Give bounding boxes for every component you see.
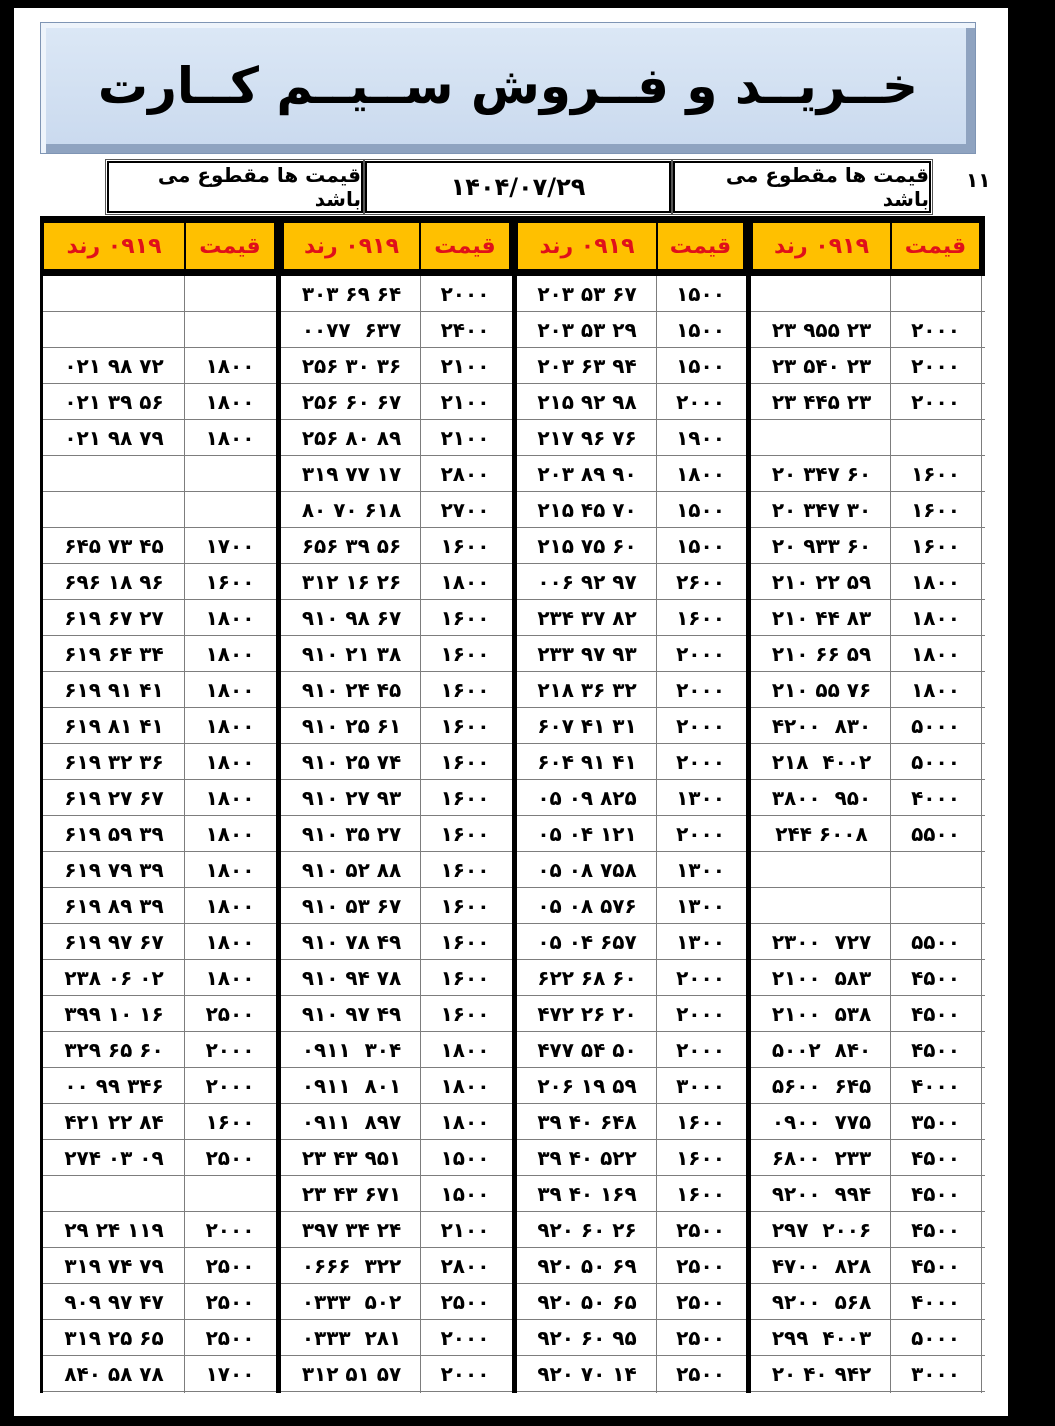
header-number: ۰۹۱۹ رند [753, 223, 890, 269]
number-cell: ۰۵ ۰۸ ۷۵۸ [537, 858, 637, 882]
cell-divider [420, 276, 421, 1393]
number-cell: ۲۱۰ ۲۲ ۵۹ [771, 570, 872, 594]
number-cell: ۲۱۰۰ ۵۳۸ [771, 1002, 872, 1026]
price-cell: ۱۸۰۰ [911, 642, 960, 666]
cell-divider [981, 276, 982, 1393]
number-cell: ۲۳ ۴۳ ۹۵۱ [301, 1146, 402, 1170]
price-cell: ۲۰۰۰ [676, 1002, 725, 1026]
number-cell: ۲۴۴ ۶۰۰۸ [775, 822, 868, 846]
price-note-right: قیمت ها مقطوع می باشد [673, 161, 931, 213]
price-cell: ۱۶۰۰ [440, 966, 490, 990]
number-cell: ۲۳ ۵۴۰ ۲۳ [771, 354, 872, 378]
number-cell: ۲۹ ۲۴ ۱۱۹ [64, 1218, 164, 1242]
number-cell: ۶۱۹ ۳۲ ۳۶ [64, 750, 164, 774]
price-cell [892, 852, 979, 888]
price-cell: ۳۵۰۰ [911, 1110, 960, 1134]
number-cell: ۴۷۰۰ ۸۲۸ [771, 1254, 872, 1278]
price-cell: ۱۸۰۰ [205, 390, 255, 414]
price-cell [186, 1176, 274, 1212]
price-cell: ۲۵۰۰ [676, 1218, 725, 1242]
number-cell: ۲۳ ۹۵۵ ۲۳ [771, 318, 872, 342]
number-cell: ۰۳۳۳ ۲۸۱ [301, 1326, 402, 1350]
price-cell: ۴۵۰۰ [911, 1254, 960, 1278]
price-cell: ۴۵۰۰ [911, 966, 960, 990]
price-cell: ۱۶۰۰ [911, 462, 960, 486]
price-cell: ۲۱۰۰ [440, 354, 490, 378]
number-cell [44, 456, 184, 492]
number-cell: ۲۱۸ ۳۶ ۳۲ [537, 678, 637, 702]
price-cell: ۱۳۰۰ [676, 858, 725, 882]
number-cell: ۴۲۰۰ ۸۳۰ [771, 714, 872, 738]
price-cell: ۲۵۰۰ [205, 1002, 255, 1026]
number-cell: ۶۱۹ ۸۹ ۳۹ [64, 894, 164, 918]
price-cell: ۱۶۰۰ [440, 534, 490, 558]
price-cell: ۲۵۰۰ [205, 1326, 255, 1350]
number-cell: ۲۱۵ ۷۵ ۶۰ [537, 534, 637, 558]
number-cell: ۶۱۹ ۵۹ ۳۹ [64, 822, 164, 846]
header-price: قیمت [186, 223, 274, 269]
price-cell: ۱۶۰۰ [911, 498, 960, 522]
number-cell: ۹۱۰ ۹۸ ۶۷ [301, 606, 402, 630]
number-cell: ۳۱۹ ۷۷ ۱۷ [301, 462, 402, 486]
number-cell: ۰۳۳۳ ۵۰۲ [301, 1290, 402, 1314]
page-title: خــریــد و فــروش ســیــم کــارت [97, 57, 919, 115]
number-cell: ۰۰۷۷ ۶۳۷ [301, 318, 402, 342]
price-cell: ۱۶۰۰ [440, 678, 490, 702]
number-cell: ۳۹۹ ۱۰ ۱۶ [64, 1002, 164, 1026]
price-cell: ۲۵۰۰ [676, 1326, 725, 1350]
number-cell: ۴۷۲ ۲۶ ۲۰ [537, 1002, 637, 1026]
price-cell: ۱۶۰۰ [440, 786, 490, 810]
number-cell [753, 888, 890, 924]
number-cell: ۹۱۰ ۵۳ ۶۷ [301, 894, 402, 918]
number-cell: ۲۰۳ ۶۳ ۹۴ [537, 354, 637, 378]
number-cell: ۲۳۸ ۰۶ ۰۲ [64, 966, 164, 990]
price-cell: ۱۸۰۰ [205, 678, 255, 702]
price-cell: ۱۸۰۰ [205, 750, 255, 774]
cell-divider [656, 276, 657, 1393]
number-cell: ۲۵۶ ۳۰ ۳۶ [301, 354, 402, 378]
number-cell: ۳۰۳ ۶۹ ۶۴ [301, 282, 402, 306]
price-cell: ۱۸۰۰ [440, 1074, 490, 1098]
number-cell: ۲۱۰ ۴۴ ۸۳ [771, 606, 872, 630]
price-cell: ۱۸۰۰ [205, 894, 255, 918]
price-cell: ۲۰۰۰ [911, 354, 960, 378]
price-cell: ۱۶۰۰ [440, 714, 490, 738]
price-cell: ۲۰۰۰ [676, 714, 725, 738]
number-cell: ۶۱۹ ۲۷ ۶۷ [64, 786, 164, 810]
number-cell: ۲۱۷ ۹۶ ۷۶ [537, 426, 637, 450]
number-cell [44, 492, 184, 528]
price-cell: ۴۵۰۰ [911, 1218, 960, 1242]
number-cell: ۶۵۶ ۳۹ ۵۶ [301, 534, 402, 558]
number-cell: ۲۳ ۴۴۵ ۲۳ [771, 390, 872, 414]
column-divider [276, 276, 281, 1393]
price-cell: ۲۵۰۰ [205, 1254, 255, 1278]
price-cell: ۱۷۰۰ [205, 534, 255, 558]
number-cell: ۹۲۰ ۶۰ ۲۶ [537, 1218, 637, 1242]
number-cell: ۶۰۷ ۴۱ ۳۱ [537, 714, 637, 738]
price-cell: ۴۵۰۰ [911, 1182, 960, 1206]
price-cell: ۵۰۰۰ [911, 750, 960, 774]
price-cell: ۲۰۰۰ [440, 1362, 490, 1386]
price-cell: ۲۱۰۰ [440, 390, 490, 414]
price-cell: ۴۰۰۰ [911, 1290, 960, 1314]
sim-card-price-table [40, 216, 985, 1393]
price-cell [892, 888, 979, 924]
number-cell: ۹۱۰ ۹۴ ۷۸ [301, 966, 402, 990]
price-cell: ۱۵۰۰ [676, 498, 725, 522]
number-cell: ۹۱۰ ۳۵ ۲۷ [301, 822, 402, 846]
number-cell: ۶۱۹ ۶۷ ۲۷ [64, 606, 164, 630]
price-cell: ۱۶۰۰ [440, 1002, 490, 1026]
number-cell: ۰۹۰۰ ۷۷۵ [771, 1110, 872, 1134]
number-cell: ۲۱۵ ۴۵ ۷۰ [537, 498, 637, 522]
price-cell: ۱۶۰۰ [676, 1182, 725, 1206]
number-cell: ۶۴۵ ۷۳ ۴۵ [64, 534, 164, 558]
price-cell: ۳۰۰۰ [911, 1362, 960, 1386]
number-cell: ۲۰ ۴۰ ۹۴۲ [771, 1362, 872, 1386]
price-cell: ۲۵۰۰ [205, 1290, 255, 1314]
price-cell: ۲۱۰۰ [440, 1218, 490, 1242]
number-cell: ۲۰۳ ۵۳ ۶۷ [537, 282, 637, 306]
list-date: ۱۴۰۴/۰۷/۲۹ [365, 161, 671, 213]
price-cell: ۵۰۰۰ [911, 714, 960, 738]
number-cell: ۹۲۰۰ ۵۶۸ [771, 1290, 872, 1314]
number-cell: ۹۱۰ ۵۲ ۸۸ [301, 858, 402, 882]
price-cell: ۱۵۰۰ [676, 282, 725, 306]
number-cell: ۹۲۰ ۵۰ ۶۹ [537, 1254, 637, 1278]
number-cell: ۶۰۴ ۹۱ ۴۱ [537, 750, 637, 774]
number-cell: ۳۹ ۴۰ ۶۴۸ [537, 1110, 637, 1134]
header-price: قیمت [892, 223, 979, 269]
price-cell: ۴۵۰۰ [911, 1146, 960, 1170]
number-cell: ۰۵ ۰۴ ۱۲۱ [537, 822, 637, 846]
price-cell: ۱۸۰۰ [440, 1038, 490, 1062]
price-cell: ۱۵۰۰ [676, 354, 725, 378]
header-price: قیمت [658, 223, 743, 269]
header-price: قیمت [421, 223, 509, 269]
price-cell: ۲۵۰۰ [205, 1146, 255, 1170]
price-cell: ۱۸۰۰ [911, 606, 960, 630]
number-cell [44, 1176, 184, 1212]
price-cell: ۲۰۰۰ [440, 282, 490, 306]
price-cell: ۵۵۰۰ [911, 822, 960, 846]
number-cell: ۲۳ ۴۳ ۶۷۱ [301, 1182, 402, 1206]
number-cell: ۰۰۶ ۹۲ ۹۷ [537, 570, 637, 594]
number-cell: ۲۰۳ ۸۹ ۹۰ [537, 462, 637, 486]
price-cell: ۱۵۰۰ [676, 318, 725, 342]
price-cell: ۲۰۰۰ [676, 822, 725, 846]
number-cell: ۲۰ ۹۳۳ ۶۰ [771, 534, 872, 558]
number-cell: ۹۰۹ ۹۷ ۴۷ [64, 1290, 164, 1314]
price-cell: ۱۸۰۰ [911, 678, 960, 702]
price-cell: ۲۸۰۰ [440, 1254, 490, 1278]
price-cell: ۱۶۰۰ [676, 1146, 725, 1170]
price-cell: ۲۰۰۰ [676, 678, 725, 702]
price-cell: ۲۰۰۰ [205, 1038, 255, 1062]
number-cell: ۳۲۹ ۶۵ ۶۰ [64, 1038, 164, 1062]
number-cell: ۹۱۰ ۲۱ ۳۸ [301, 642, 402, 666]
number-cell: ۹۱۰ ۹۷ ۴۹ [301, 1002, 402, 1026]
title-banner [40, 22, 976, 154]
header-number: ۰۹۱۹ رند [44, 223, 184, 269]
price-cell: ۱۵۰۰ [676, 534, 725, 558]
number-cell: ۶۲۲ ۶۸ ۶۰ [537, 966, 637, 990]
price-cell: ۱۶۰۰ [440, 642, 490, 666]
price-cell: ۱۸۰۰ [205, 426, 255, 450]
number-cell: ۸۰ ۷۰ ۶۱۸ [301, 498, 402, 522]
number-cell: ۰۹۱۱ ۳۰۴ [301, 1038, 402, 1062]
price-cell: ۲۰۰۰ [205, 1074, 255, 1098]
number-cell: ۳۹ ۴۰ ۱۶۹ [537, 1182, 637, 1206]
number-cell: ۳۹ ۴۰ ۵۲۲ [537, 1146, 637, 1170]
price-cell: ۵۰۰۰ [911, 1326, 960, 1350]
price-cell: ۱۶۰۰ [205, 570, 255, 594]
number-cell: ۸۴۰ ۵۸ ۷۸ [64, 1362, 164, 1386]
price-cell: ۴۵۰۰ [911, 1038, 960, 1062]
number-cell: ۲۱۰۰ ۵۸۳ [771, 966, 872, 990]
number-cell: ۳۱۲ ۵۱ ۵۷ [301, 1362, 402, 1386]
number-cell: ۰۲۱ ۳۹ ۵۶ [64, 390, 164, 414]
number-cell: ۲۹۹ ۴۰۰۳ [771, 1326, 872, 1350]
price-cell: ۲۰۰۰ [676, 750, 725, 774]
number-cell: ۹۱۰ ۲۵ ۶۱ [301, 714, 402, 738]
price-cell: ۱۶۰۰ [911, 534, 960, 558]
number-cell: ۲۰ ۳۴۷ ۶۰ [771, 462, 872, 486]
price-cell: ۱۶۰۰ [676, 606, 725, 630]
price-cell: ۱۳۰۰ [676, 894, 725, 918]
number-cell: ۰۶۶۶ ۳۲۲ [301, 1254, 402, 1278]
number-cell: ۶۱۹ ۹۱ ۴۱ [64, 678, 164, 702]
price-cell: ۲۶۰۰ [676, 570, 725, 594]
number-cell: ۶۸۰۰ ۲۳۳ [771, 1146, 872, 1170]
number-cell: ۲۵۶ ۶۰ ۶۷ [301, 390, 402, 414]
price-cell [186, 456, 274, 492]
price-cell: ۲۸۰۰ [440, 462, 490, 486]
price-cell: ۲۴۰۰ [440, 318, 490, 342]
number-cell: ۲۳۴ ۳۷ ۸۲ [537, 606, 637, 630]
price-cell: ۱۸۰۰ [205, 642, 255, 666]
price-note-left: قیمت ها مقطوع می باشد [107, 161, 363, 213]
number-cell: ۲۳۳ ۹۷ ۹۳ [537, 642, 637, 666]
number-cell: ۰۵ ۰۸ ۵۷۶ [537, 894, 637, 918]
column-divider [512, 276, 517, 1393]
number-cell: ۹۲۰ ۷۰ ۱۴ [537, 1362, 637, 1386]
price-cell: ۱۵۰۰ [440, 1146, 490, 1170]
number-cell: ۵۰۰۲ ۸۴۰ [771, 1038, 872, 1062]
price-cell: ۲۱۰۰ [440, 426, 490, 450]
page-number: ۱۱ [966, 168, 991, 192]
price-cell: ۲۰۰۰ [676, 1038, 725, 1062]
number-cell: ۳۸۰۰ ۹۵۰ [771, 786, 872, 810]
price-cell: ۱۸۰۰ [205, 858, 255, 882]
number-cell: ۲۰۶ ۱۹ ۵۹ [537, 1074, 637, 1098]
number-cell: ۶۱۹ ۹۷ ۶۷ [64, 930, 164, 954]
number-cell: ۰۲۱ ۹۸ ۷۹ [64, 426, 164, 450]
price-cell: ۱۸۰۰ [676, 462, 725, 486]
number-cell: ۲۰ ۳۴۷ ۳۰ [771, 498, 872, 522]
price-cell: ۱۸۰۰ [205, 930, 255, 954]
number-cell: ۳۹۷ ۳۴ ۲۴ [301, 1218, 402, 1242]
price-cell: ۱۸۰۰ [205, 714, 255, 738]
price-cell: ۱۶۰۰ [440, 894, 490, 918]
number-cell: ۹۲۰ ۵۰ ۶۵ [537, 1290, 637, 1314]
price-cell [186, 312, 274, 348]
price-cell: ۱۸۰۰ [911, 570, 960, 594]
number-cell: ۵۶۰۰ ۶۴۵ [771, 1074, 872, 1098]
number-cell [753, 276, 890, 312]
number-cell: ۲۱۰ ۶۶ ۵۹ [771, 642, 872, 666]
price-cell: ۱۶۰۰ [205, 1110, 255, 1134]
number-cell: ۶۱۹ ۸۱ ۴۱ [64, 714, 164, 738]
header-number: ۰۹۱۹ رند [284, 223, 419, 269]
number-cell: ۲۷۴ ۰۳ ۰۹ [64, 1146, 164, 1170]
table-header [40, 216, 985, 276]
price-cell: ۱۸۰۰ [205, 966, 255, 990]
number-cell: ۲۰۳ ۵۳ ۲۹ [537, 318, 637, 342]
cell-divider [890, 276, 891, 1393]
number-cell: ۳۱۹ ۷۴ ۷۹ [64, 1254, 164, 1278]
price-cell: ۴۰۰۰ [911, 1074, 960, 1098]
price-cell: ۱۹۰۰ [676, 426, 725, 450]
number-cell: ۰۵ ۰۹ ۸۲۵ [537, 786, 637, 810]
number-cell: ۹۱۰ ۲۵ ۷۴ [301, 750, 402, 774]
price-cell: ۱۶۰۰ [440, 750, 490, 774]
number-cell [753, 420, 890, 456]
price-cell [892, 420, 979, 456]
price-cell: ۱۶۰۰ [440, 930, 490, 954]
number-cell: ۰۲۱ ۹۸ ۷۲ [64, 354, 164, 378]
price-cell: ۱۸۰۰ [440, 570, 490, 594]
price-cell: ۱۸۰۰ [440, 1110, 490, 1134]
price-cell: ۱۵۰۰ [440, 1182, 490, 1206]
number-cell: ۹۱۰ ۲۴ ۴۵ [301, 678, 402, 702]
price-cell: ۴۵۰۰ [911, 1002, 960, 1026]
number-cell [44, 276, 184, 312]
price-cell: ۲۰۰۰ [205, 1218, 255, 1242]
price-cell: ۲۰۰۰ [676, 642, 725, 666]
price-cell: ۲۷۰۰ [440, 498, 490, 522]
price-cell: ۱۶۰۰ [440, 858, 490, 882]
number-cell: ۲۱۰ ۵۵ ۷۶ [771, 678, 872, 702]
price-cell: ۲۰۰۰ [676, 966, 725, 990]
price-cell [186, 276, 274, 312]
price-cell: ۲۵۰۰ [676, 1290, 725, 1314]
price-cell: ۲۵۰۰ [440, 1290, 490, 1314]
number-cell: ۰۰ ۹۹ ۳۴۶ [64, 1074, 164, 1098]
price-cell [186, 492, 274, 528]
price-cell: ۴۰۰۰ [911, 786, 960, 810]
price-cell: ۱۶۰۰ [676, 1110, 725, 1134]
price-cell: ۲۰۰۰ [911, 318, 960, 342]
price-cell: ۱۶۰۰ [440, 606, 490, 630]
number-cell: ۹۱۰ ۲۷ ۹۳ [301, 786, 402, 810]
price-cell: ۲۰۰۰ [676, 390, 725, 414]
number-cell: ۲۱۸ ۴۰۰۲ [771, 750, 872, 774]
price-cell: ۲۰۰۰ [440, 1326, 490, 1350]
number-cell: ۲۱۵ ۹۲ ۹۸ [537, 390, 637, 414]
number-cell: ۰۹۱۱ ۸۹۷ [301, 1110, 402, 1134]
price-cell: ۳۰۰۰ [676, 1074, 725, 1098]
price-cell: ۱۸۰۰ [205, 606, 255, 630]
price-cell: ۱۳۰۰ [676, 786, 725, 810]
column-divider [746, 276, 751, 1393]
number-cell: ۴۷۷ ۵۴ ۵۰ [537, 1038, 637, 1062]
number-cell: ۰۵ ۰۴ ۶۵۷ [537, 930, 637, 954]
price-cell: ۲۵۰۰ [676, 1254, 725, 1278]
cell-divider [184, 276, 185, 1393]
price-cell: ۵۵۰۰ [911, 930, 960, 954]
number-cell [44, 312, 184, 348]
number-cell: ۲۳۰۰ ۷۲۷ [771, 930, 872, 954]
number-cell: ۲۵۶ ۸۰ ۸۹ [301, 426, 402, 450]
header-number: ۰۹۱۹ رند [518, 223, 656, 269]
number-cell: ۹۲۰ ۶۰ ۹۵ [537, 1326, 637, 1350]
price-cell: ۱۸۰۰ [205, 822, 255, 846]
number-cell: ۶۱۹ ۷۹ ۳۹ [64, 858, 164, 882]
price-cell: ۱۷۰۰ [205, 1362, 255, 1386]
number-cell: ۹۲۰۰ ۹۹۴ [771, 1182, 872, 1206]
number-cell: ۶۱۹ ۶۴ ۳۴ [64, 642, 164, 666]
price-cell: ۱۸۰۰ [205, 786, 255, 810]
price-cell: ۲۵۰۰ [676, 1362, 725, 1386]
price-cell: ۱۳۰۰ [676, 930, 725, 954]
number-cell: ۳۱۹ ۲۵ ۶۵ [64, 1326, 164, 1350]
number-cell: ۲۹۷ ۲۰۰۶ [771, 1218, 872, 1242]
price-cell [892, 276, 979, 312]
number-cell [753, 852, 890, 888]
number-cell: ۶۹۶ ۱۸ ۹۶ [64, 570, 164, 594]
number-cell: ۰۹۱۱ ۸۰۱ [301, 1074, 402, 1098]
column-divider [40, 276, 43, 1393]
price-cell: ۲۰۰۰ [911, 390, 960, 414]
number-cell: ۴۲۱ ۲۲ ۸۴ [64, 1110, 164, 1134]
price-cell: ۱۸۰۰ [205, 354, 255, 378]
number-cell: ۹۱۰ ۷۸ ۴۹ [301, 930, 402, 954]
price-cell: ۱۶۰۰ [440, 822, 490, 846]
number-cell: ۳۱۲ ۱۶ ۲۶ [301, 570, 402, 594]
